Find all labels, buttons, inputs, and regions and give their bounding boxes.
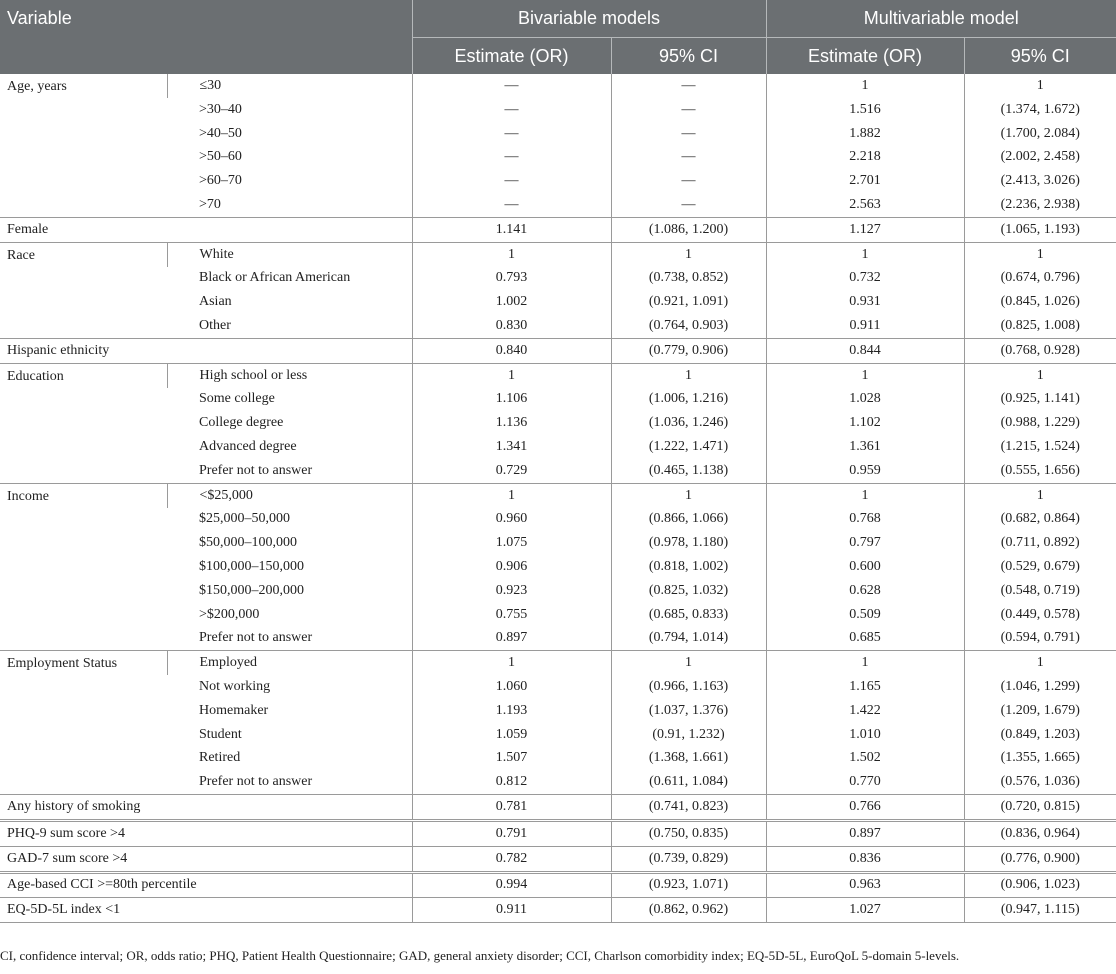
bivariable-ci: — — [611, 98, 766, 122]
category-label: >60–70 — [199, 173, 242, 189]
variable-label: Age, years — [7, 79, 67, 94]
multivariable-estimate: 0.732 — [766, 267, 964, 291]
bivariable-ci: (0.779, 0.906) — [611, 338, 766, 363]
multivariable-estimate: 0.770 — [766, 770, 964, 794]
multivariable-ci: (1.046, 1.299) — [964, 675, 1116, 699]
table-row — [0, 820, 1116, 846]
category-label: College degree — [199, 415, 284, 431]
multivariable-ci: (1.700, 2.084) — [964, 122, 1116, 146]
table-row — [0, 435, 1116, 459]
bivariable-ci: (0.966, 1.163) — [611, 675, 766, 699]
bivariable-estimate: 0.791 — [412, 820, 611, 846]
bivariable-ci: — — [611, 122, 766, 146]
bivariable-ci: — — [611, 169, 766, 193]
category-label: $25,000–50,000 — [199, 511, 290, 527]
bivariable-ci: (1.222, 1.471) — [611, 435, 766, 459]
bivariable-ci: (0.825, 1.032) — [611, 579, 766, 603]
bivariable-estimate: — — [412, 193, 611, 217]
multivariable-ci: (0.674, 0.796) — [964, 267, 1116, 291]
bivariable-estimate: 1.059 — [412, 723, 611, 747]
multivariable-estimate: 1 — [766, 651, 964, 675]
multivariable-estimate: 0.797 — [766, 531, 964, 555]
multivariable-ci: (0.906, 1.023) — [964, 872, 1116, 898]
table-row — [0, 459, 1116, 483]
table-row — [0, 531, 1116, 555]
category-label: Asian — [199, 294, 232, 310]
multivariable-ci: (2.002, 2.458) — [964, 146, 1116, 170]
bivariable-ci: (0.611, 1.084) — [611, 770, 766, 794]
multivariable-ci: (1.374, 1.672) — [964, 98, 1116, 122]
multivariable-estimate: 1 — [766, 483, 964, 507]
variable-label: Female — [0, 217, 412, 242]
table-row — [0, 483, 1116, 507]
multivariable-estimate: 2.218 — [766, 146, 964, 170]
multivariable-estimate: 1.165 — [766, 675, 964, 699]
bivariable-ci: (0.923, 1.071) — [611, 872, 766, 898]
multivariable-estimate: 0.911 — [766, 314, 964, 338]
variable-label: Race — [0, 242, 167, 338]
table-row — [0, 411, 1116, 435]
variable-label: Any history of smoking — [0, 795, 412, 821]
bivariable-estimate: — — [412, 169, 611, 193]
category-label: Prefer not to answer — [199, 630, 313, 646]
bivariable-estimate: — — [412, 146, 611, 170]
multivariable-estimate: 0.963 — [766, 872, 964, 898]
table-row — [0, 770, 1116, 794]
table-row — [0, 74, 1116, 98]
table-row — [0, 651, 1116, 675]
bivariable-ci: (0.465, 1.138) — [611, 459, 766, 483]
variable-label: Hispanic ethnicity — [0, 338, 412, 363]
multivariable-ci: (0.548, 0.719) — [964, 579, 1116, 603]
table-row — [0, 508, 1116, 532]
multivariable-ci: (0.768, 0.928) — [964, 338, 1116, 363]
multivariable-estimate: 0.959 — [766, 459, 964, 483]
multivariable-ci: (0.449, 0.578) — [964, 603, 1116, 627]
multivariable-estimate: 1 — [766, 242, 964, 266]
multivariable-estimate: 1.502 — [766, 747, 964, 771]
multivariable-estimate: 0.768 — [766, 508, 964, 532]
multivariable-ci: (0.825, 1.008) — [964, 314, 1116, 338]
multivariable-ci: (0.555, 1.656) — [964, 459, 1116, 483]
multivariable-estimate: 0.844 — [766, 338, 964, 363]
bivariable-estimate: 0.994 — [412, 872, 611, 898]
category-label: High school or less — [167, 363, 412, 387]
header-mv-ci: 95% CI — [964, 38, 1116, 75]
category-label: Student — [199, 726, 242, 742]
category-label: Not working — [199, 679, 271, 695]
category-label: >70 — [199, 197, 221, 213]
table-row — [0, 675, 1116, 699]
bivariable-ci: (1.036, 1.246) — [611, 411, 766, 435]
table-row — [0, 795, 1116, 821]
bivariable-estimate: 0.840 — [412, 338, 611, 363]
multivariable-estimate: 0.836 — [766, 846, 964, 872]
bivariable-ci: (0.862, 0.962) — [611, 898, 766, 923]
variable-label: GAD-7 sum score >4 — [0, 846, 412, 872]
multivariable-ci: (2.413, 3.026) — [964, 169, 1116, 193]
header-biv-estimate: Estimate (OR) — [412, 38, 611, 75]
table-row — [0, 169, 1116, 193]
category-label: Employed — [167, 651, 412, 675]
multivariable-ci: 1 — [964, 74, 1116, 98]
multivariable-estimate: 1.102 — [766, 411, 964, 435]
category-label: Some college — [199, 391, 275, 407]
table-row — [0, 363, 1116, 387]
bivariable-estimate: — — [412, 74, 611, 98]
table-row — [0, 290, 1116, 314]
multivariable-estimate: 2.701 — [766, 169, 964, 193]
multivariable-ci: (1.065, 1.193) — [964, 217, 1116, 242]
bivariable-estimate: 1.193 — [412, 699, 611, 723]
category-label: Advanced degree — [199, 439, 297, 455]
bivariable-estimate: — — [412, 98, 611, 122]
bivariable-estimate: 1 — [412, 363, 611, 387]
category-label: $150,000–200,000 — [199, 582, 304, 598]
category-label: <$25,000 — [167, 483, 412, 507]
bivariable-ci: 1 — [611, 363, 766, 387]
bivariable-ci: (0.739, 0.829) — [611, 846, 766, 872]
category-label: Other — [199, 318, 231, 334]
multivariable-ci: 1 — [964, 483, 1116, 507]
multivariable-ci: (0.836, 0.964) — [964, 820, 1116, 846]
table-row — [0, 579, 1116, 603]
multivariable-estimate: 0.509 — [766, 603, 964, 627]
table-row — [0, 146, 1116, 170]
category-label: Prefer not to answer — [199, 774, 313, 790]
table-footnote: CI, confidence interval; OR, odds ratio; PHQ, Patient Health Questionnaire; GAD, general anxiety disorder; CCI, Charlson comorbidity index; EQ-5D-5L, EuroQoL 5-domain 5-levels. — [0, 948, 960, 963]
table-row — [0, 193, 1116, 217]
multivariable-estimate: 1 — [766, 363, 964, 387]
bivariable-estimate: 0.755 — [412, 603, 611, 627]
multivariable-ci: (0.720, 0.815) — [964, 795, 1116, 821]
multivariable-estimate: 1.882 — [766, 122, 964, 146]
bivariable-estimate: 0.923 — [412, 579, 611, 603]
table-row — [0, 699, 1116, 723]
table-row — [0, 314, 1116, 338]
multivariable-ci: 1 — [964, 363, 1116, 387]
bivariable-ci: (0.764, 0.903) — [611, 314, 766, 338]
bivariable-estimate: 1.507 — [412, 747, 611, 771]
multivariable-ci: 1 — [964, 651, 1116, 675]
bivariable-estimate: 0.729 — [412, 459, 611, 483]
table-row — [0, 846, 1116, 872]
bivariable-ci: (0.978, 1.180) — [611, 531, 766, 555]
multivariable-ci: (0.925, 1.141) — [964, 388, 1116, 412]
multivariable-estimate: 0.600 — [766, 555, 964, 579]
multivariable-ci: (0.594, 0.791) — [964, 627, 1116, 651]
variable-label: Education — [0, 363, 167, 483]
multivariable-ci: (0.576, 1.036) — [964, 770, 1116, 794]
header-biv-ci: 95% CI — [611, 38, 766, 75]
table-row — [0, 217, 1116, 242]
bivariable-estimate: 0.897 — [412, 627, 611, 651]
table-row — [0, 338, 1116, 363]
multivariable-ci: (0.988, 1.229) — [964, 411, 1116, 435]
bivariable-ci: (0.750, 0.835) — [611, 820, 766, 846]
multivariable-estimate: 1.361 — [766, 435, 964, 459]
table-row — [0, 627, 1116, 651]
bivariable-estimate: 1.141 — [412, 217, 611, 242]
multivariable-estimate: 1.028 — [766, 388, 964, 412]
bivariable-estimate: 0.906 — [412, 555, 611, 579]
bivariable-ci: (0.685, 0.833) — [611, 603, 766, 627]
variable-label: Age-based CCI >=80th percentile — [0, 872, 412, 898]
multivariable-ci: (0.845, 1.026) — [964, 290, 1116, 314]
variable-label: PHQ-9 sum score >4 — [0, 820, 412, 846]
header-multivariable: Multivariable model — [766, 0, 1116, 38]
multivariable-estimate: 1 — [766, 74, 964, 98]
table-row — [0, 267, 1116, 291]
bivariable-estimate: 1 — [412, 651, 611, 675]
bivariable-estimate: 1 — [412, 242, 611, 266]
bivariable-ci: (0.866, 1.066) — [611, 508, 766, 532]
bivariable-estimate: 1.060 — [412, 675, 611, 699]
multivariable-ci: (0.776, 0.900) — [964, 846, 1116, 872]
bivariable-ci: — — [611, 74, 766, 98]
multivariable-ci: (1.209, 1.679) — [964, 699, 1116, 723]
category-label: Homemaker — [199, 702, 269, 718]
multivariable-ci: (1.215, 1.524) — [964, 435, 1116, 459]
variable-label: Income — [0, 483, 167, 651]
category-label: Prefer not to answer — [199, 462, 313, 478]
multivariable-estimate: 0.931 — [766, 290, 964, 314]
bivariable-estimate: 0.830 — [412, 314, 611, 338]
bivariable-ci: (1.368, 1.661) — [611, 747, 766, 771]
multivariable-ci: (0.682, 0.864) — [964, 508, 1116, 532]
category-label: >40–50 — [199, 125, 242, 141]
category-label: $100,000–150,000 — [199, 559, 304, 575]
multivariable-ci: (0.529, 0.679) — [964, 555, 1116, 579]
bivariable-estimate: 0.793 — [412, 267, 611, 291]
category-label: >30–40 — [199, 101, 242, 117]
multivariable-ci: 1 — [964, 242, 1116, 266]
table-row — [0, 723, 1116, 747]
bivariable-ci: 1 — [611, 651, 766, 675]
multivariable-estimate: 1.127 — [766, 217, 964, 242]
category-label: ≤30 — [167, 74, 412, 98]
bivariable-estimate: 1 — [412, 483, 611, 507]
multivariable-estimate: 1.010 — [766, 723, 964, 747]
multivariable-ci: (2.236, 2.938) — [964, 193, 1116, 217]
multivariable-estimate: 2.563 — [766, 193, 964, 217]
category-label: White — [167, 242, 412, 266]
table-row — [0, 122, 1116, 146]
table-row — [0, 898, 1116, 923]
bivariable-ci: 1 — [611, 483, 766, 507]
bivariable-ci: (0.741, 0.823) — [611, 795, 766, 821]
table-header — [0, 0, 1116, 74]
bivariable-ci: (1.037, 1.376) — [611, 699, 766, 723]
header-mv-estimate: Estimate (OR) — [766, 38, 964, 75]
multivariable-estimate: 1.027 — [766, 898, 964, 923]
bivariable-ci: (0.738, 0.852) — [611, 267, 766, 291]
table-row — [0, 555, 1116, 579]
table-row — [0, 747, 1116, 771]
bivariable-ci: — — [611, 193, 766, 217]
header-variable: Variable — [0, 0, 412, 74]
bivariable-estimate: 0.781 — [412, 795, 611, 821]
bivariable-estimate: 0.782 — [412, 846, 611, 872]
multivariable-estimate: 0.628 — [766, 579, 964, 603]
category-label: >$200,000 — [199, 606, 260, 622]
bivariable-estimate: — — [412, 122, 611, 146]
bivariable-estimate: 1.341 — [412, 435, 611, 459]
bivariable-ci: (1.086, 1.200) — [611, 217, 766, 242]
bivariable-estimate: 1.075 — [412, 531, 611, 555]
table-row — [0, 872, 1116, 898]
bivariable-ci: (0.794, 1.014) — [611, 627, 766, 651]
bivariable-ci: (0.91, 1.232) — [611, 723, 766, 747]
category-label: Black or African American — [199, 270, 351, 286]
table-row — [0, 242, 1116, 266]
multivariable-ci: (0.849, 1.203) — [964, 723, 1116, 747]
bivariable-ci: — — [611, 146, 766, 170]
bivariable-estimate: 1.136 — [412, 411, 611, 435]
table-row — [0, 388, 1116, 412]
category-label: $50,000–100,000 — [199, 535, 297, 551]
category-label: >50–60 — [199, 149, 242, 165]
header-bivariable: Bivariable models — [412, 0, 766, 38]
bivariable-estimate: 1.002 — [412, 290, 611, 314]
bivariable-ci: (1.006, 1.216) — [611, 388, 766, 412]
bivariable-estimate: 0.960 — [412, 508, 611, 532]
bivariable-ci: (0.921, 1.091) — [611, 290, 766, 314]
multivariable-estimate: 0.766 — [766, 795, 964, 821]
variable-label: EQ-5D-5L index <1 — [0, 898, 412, 923]
bivariable-estimate: 0.812 — [412, 770, 611, 794]
variable-label: Employment Status — [0, 651, 167, 795]
category-label: Retired — [199, 750, 241, 766]
multivariable-estimate: 1.422 — [766, 699, 964, 723]
multivariable-ci: (0.947, 1.115) — [964, 898, 1116, 923]
bivariable-estimate: 1.106 — [412, 388, 611, 412]
bivariable-ci: 1 — [611, 242, 766, 266]
multivariable-estimate: 1.516 — [766, 98, 964, 122]
bivariable-estimate: 0.911 — [412, 898, 611, 923]
table-row — [0, 603, 1116, 627]
multivariable-ci: (0.711, 0.892) — [964, 531, 1116, 555]
multivariable-estimate: 0.685 — [766, 627, 964, 651]
table-body — [0, 74, 1116, 923]
bivariable-ci: (0.818, 1.002) — [611, 555, 766, 579]
table-row — [0, 98, 1116, 122]
multivariable-estimate: 0.897 — [766, 820, 964, 846]
multivariable-ci: (1.355, 1.665) — [964, 747, 1116, 771]
